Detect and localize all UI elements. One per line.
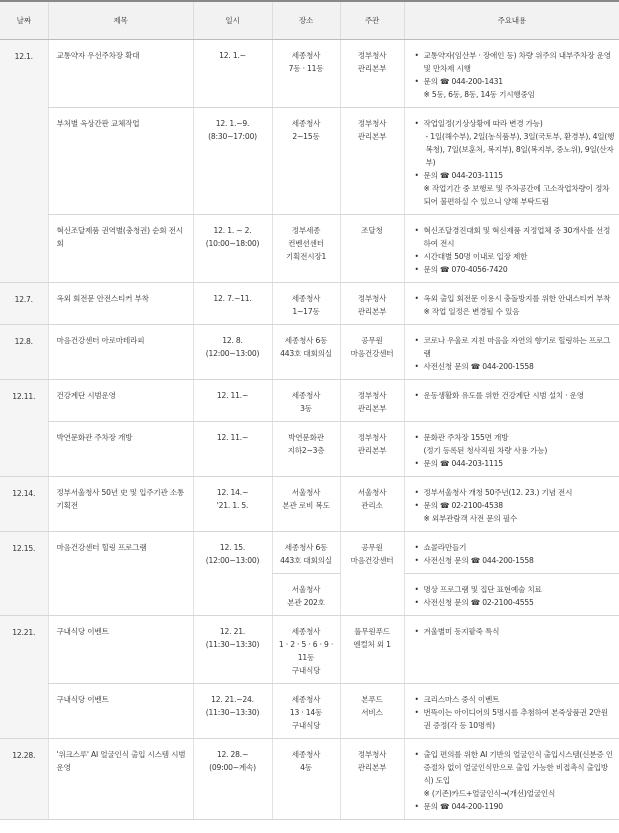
date-cell: 12.1. — [0, 40, 48, 283]
event-content — [404, 684, 619, 739]
event-place: 정부세종 컨벤션센터 기획전시장1 — [272, 215, 340, 283]
event-place: 세종청사 6동 443호 대회의실 — [272, 532, 340, 574]
event-title: 건강계단 시범운영 — [48, 380, 193, 422]
content-item: • 출입 편의를 위한 AI 기반의 얼굴인식 출입시스템(신분증 인증절차 없이 얼굴인식만으로 출입 가능한 비접촉식 출입방식) 도입 — [424, 748, 617, 787]
table-row — [0, 283, 619, 325]
event-time: 12. 8. (12:00~13:00) — [193, 325, 272, 380]
date-cell: 12.8. — [0, 325, 48, 380]
event-place: 세종청사 13 · 14동 구내식당 — [272, 684, 340, 739]
event-place: 세종청사 3동 — [272, 380, 340, 422]
date-cell: 12.21. — [0, 616, 48, 739]
content-item: • 정부서울청사 개청 50주년(12. 23.) 기념 전시 — [424, 486, 617, 499]
event-time: 12. 7.~11. — [193, 283, 272, 325]
event-place: 서울청사 본관 202호 — [272, 574, 340, 616]
content-item: • 크리스마스 중식 이벤트 — [424, 693, 617, 706]
event-place: 세종청사 1~17동 — [272, 283, 340, 325]
table-row — [0, 108, 619, 215]
event-content — [404, 40, 619, 108]
table-row — [0, 40, 619, 108]
date-cell: 12.11. — [0, 380, 48, 477]
content-item: • 옥외 출입 회전문 이용시 충돌방지를 위한 안내스티커 부착 — [424, 292, 617, 305]
event-content — [404, 380, 619, 422]
table-row — [0, 380, 619, 422]
event-time: 12. 21.~24. (11:30~13:30) — [193, 684, 272, 739]
content-item: • 문의 ☎ 044-200-1431 — [424, 75, 617, 88]
date-cell: 12.15. — [0, 532, 48, 616]
event-host: 정부청사 관리본부 — [340, 40, 404, 108]
event-place: 세종청사 4동 — [272, 739, 340, 820]
header-row — [0, 1, 619, 40]
event-host: 조달청 — [340, 215, 404, 283]
table-row — [0, 739, 619, 820]
table-row — [0, 422, 619, 477]
table-row — [0, 616, 619, 684]
content-item: • 혁신조달경진대회 및 혁신제품 지정업체 중 30개사를 선정하여 전시 — [424, 224, 617, 250]
event-place: 서울청사 본관 로비 복도 — [272, 477, 340, 532]
event-host: 정부청사 관리본부 — [340, 739, 404, 820]
header-date: 날짜 — [0, 1, 48, 40]
date-cell: 12.7. — [0, 283, 48, 325]
event-content — [404, 739, 619, 820]
event-content — [404, 215, 619, 283]
content-item: • 교통약자(임산부 · 장애인 등) 차량 위주의 내부주차장 운영 및 만차제 시행 — [424, 49, 617, 75]
event-host: 정부청사 관리본부 — [340, 283, 404, 325]
content-item: • 쇼콜라만들기 — [424, 541, 617, 554]
header-time: 일시 — [193, 1, 272, 40]
content-item: • 번뜩이는 아이디어의 5명시를 추첨하여 본죽상품권 2만원권 증정(각 등 10명씩) — [424, 706, 617, 732]
content-item: • 문의 ☎ 070-4056-7420 — [424, 263, 617, 276]
event-content — [404, 108, 619, 215]
event-title: 옥외 회전문 안전스티커 부착 — [48, 283, 193, 325]
event-host: 공무원 마음건강센터 — [340, 325, 404, 380]
event-time: 12. 14.~ '21. 1. 5. — [193, 477, 272, 532]
event-host: 본푸드 서비스 — [340, 684, 404, 739]
event-place: 세종청사 1 · 2 · 5 · 6 · 9 · 11동 구내식당 — [272, 616, 340, 684]
event-title: 구내식당 이벤트 — [48, 616, 193, 684]
event-content — [404, 574, 619, 616]
event-content — [404, 477, 619, 532]
event-time: 12. 1.~ — [193, 40, 272, 108]
event-place: 박연문화관 지하2~3층 — [272, 422, 340, 477]
content-item: • 문의 ☎ 044-200-1190 — [424, 800, 617, 813]
content-item: • 사전신청 문의 ☎ 044-200-1558 — [424, 360, 617, 373]
event-host: 공무원 마음건강센터 — [340, 532, 404, 616]
content-item: • 겨울별미 동지팥죽 특식 — [424, 625, 617, 638]
content-note: ※ 작업 일정은 변경될 수 있음 — [423, 307, 520, 316]
header-place: 장소 — [272, 1, 340, 40]
content-item: • 문의 ☎ 044-203-1115 — [424, 169, 617, 182]
date-cell: 12.28. — [0, 739, 48, 820]
date-cell: 12.14. — [0, 477, 48, 532]
event-host: 정부청사 관리본부 — [340, 380, 404, 422]
event-content — [404, 325, 619, 380]
event-time: 12. 11.~ — [193, 422, 272, 477]
content-note: ※ (기존)카드+얼굴인식→(개선)얼굴인식 — [423, 789, 556, 798]
event-title: 마음건강센터 아로마테라피 — [48, 325, 193, 380]
content-item: • 사전신청 문의 ☎ 044-200-1558 — [424, 554, 617, 567]
content-item — [424, 431, 617, 457]
event-host: 정부청사 관리본부 — [340, 422, 404, 477]
content-item: • 문의 ☎ 044-203-1115 — [424, 457, 617, 470]
table-row — [0, 477, 619, 532]
content-item: • 시간대별 50명 이내로 입장 제한 — [424, 250, 617, 263]
content-item: • 사전신청 문의 ☎ 02-2100-4555 — [424, 596, 617, 609]
content-note: ※ 5동, 6동, 8동, 14동 기시행중임 — [423, 90, 535, 99]
event-title: 박연문화관 주차장 개방 — [48, 422, 193, 477]
event-time: 12. 15. (12:00~13:00) — [193, 532, 272, 616]
content-item: • 운동생활화 유도를 위한 건강계단 시범 설치 · 운영 — [424, 389, 617, 402]
event-time: 12. 28.~ (09:00~계속) — [193, 739, 272, 820]
content-note: ※ 외부관람객 사전 문의 필수 — [423, 514, 518, 523]
event-time: 12. 1. ~ 2. (10:00~18:00) — [193, 215, 272, 283]
event-content — [404, 532, 619, 574]
content-item: • 명상 프로그램 및 집단 표현예술 치료 — [424, 583, 617, 596]
event-content — [404, 422, 619, 477]
event-host: 정부청사 관리본부 — [340, 108, 404, 215]
event-host: 서울청사 관리소 — [340, 477, 404, 532]
table-row — [0, 325, 619, 380]
table-row — [0, 215, 619, 283]
event-host: 풀무원푸드 엔컬처 외 1 — [340, 616, 404, 684]
content-item: • 문의 ☎ 02-2100-4538 — [424, 499, 617, 512]
event-title: 교통약자 우선주차장 확대 — [48, 40, 193, 108]
event-place: 세종청사 7동 · 11동 — [272, 40, 340, 108]
event-title: '위크스루' AI 얼굴인식 출입 시스템 시범 운영 — [48, 739, 193, 820]
header-title: 제목 — [48, 1, 193, 40]
event-place: 세종청사 6동 443호 대회의실 — [272, 325, 340, 380]
event-time: 12. 21. (11:30~13:30) — [193, 616, 272, 684]
header-host: 주관 — [340, 1, 404, 40]
header-content: 주요내용 — [404, 1, 619, 40]
content-text: 문화관 주차장 155면 개방 — [423, 433, 509, 442]
content-note: ※ 작업기간 중 보행로 및 주차공간에 고소작업차량이 정차되어 불편하실 수 있으니 양해 부탁드림 — [423, 184, 610, 206]
content-text: (정기 등록된 청사직원 차량 사용 가능) — [423, 446, 548, 455]
event-title: 혁신조달제품 권역별(충청권) 순회 전시회 — [48, 215, 193, 283]
event-time: 12. 1.~9. (8:30~17:00) — [193, 108, 272, 215]
event-title: 구내식당 이벤트 — [48, 684, 193, 739]
event-time: 12. 11.~ — [193, 380, 272, 422]
event-title: 마음건강센터 힐링 프로그램 — [48, 532, 193, 616]
content-item: • 코로나 우울로 지친 마음을 자연의 향기로 힐링하는 프로그램 — [424, 334, 617, 360]
content-item: • 작업일정(기상상황에 따라 변경 가능) — [424, 117, 617, 130]
event-title: 정부서울청사 50년 史 및 입주기관 소통 기획전 — [48, 477, 193, 532]
content-subitem: - 1일(해수부), 2일(농식품부), 3일(국토부, 환경부), 4일(행복청), 7일(보훈처, 복지부), 8일(복지부, 중노위), 9일(산자부) — [425, 132, 615, 167]
table-row — [0, 684, 619, 739]
event-content — [404, 616, 619, 684]
event-place: 세종청사 2~15동 — [272, 108, 340, 215]
event-title: 부처별 옥상간판 교체작업 — [48, 108, 193, 215]
event-content — [404, 283, 619, 325]
table-row — [0, 532, 619, 574]
